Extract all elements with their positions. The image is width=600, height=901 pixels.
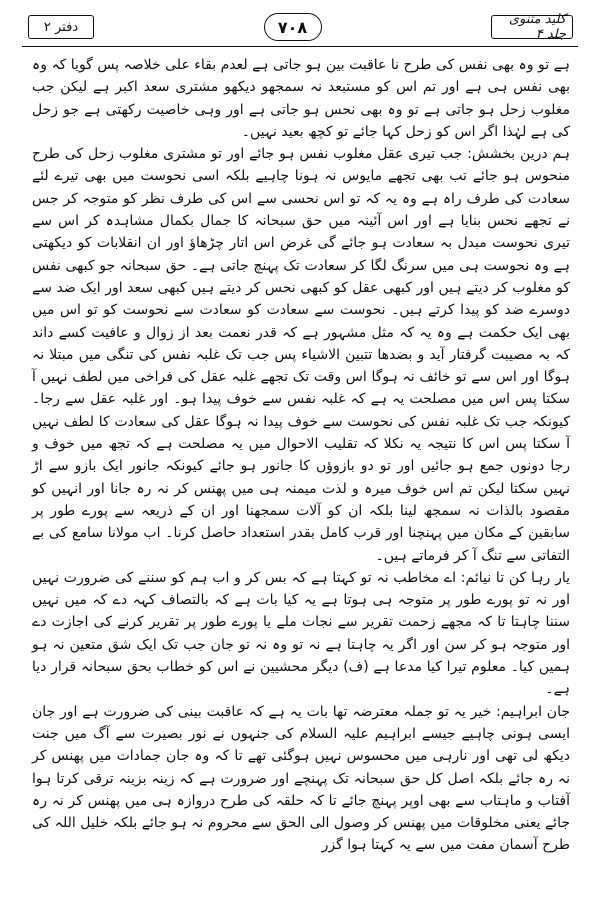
paragraph: ہم درین بخشش: جب تیری عقل مغلوب نفس ہو جائے اور تو مشتری مغلوب زحل کی طرح منحوس ہو جائے تب بھی تجھے مایوس نہ ہونا چاہیے بلکہ اسی نحوست میں بھی تیرے لئے سعادت کی طرف راہ ہے وہ یہ کہ تو اس نحسی سے اس کی طرف نظر کو متوجہ کر جس نے تجھے نحس بنایا ہے اور اس آئینہ میں حق سبحانہ کا جمال بکمال مشاہدہ کر اس سے تیری نحوست مبدل بہ سعادت ہو جائے گی غرض اس اتار چڑھاؤ اور ان انقلابات کو دیکھتی ہے وہ نحوست ہی میں سرنگ لگا کر سعادت تک پہنچ جاتی ہے۔ حق سبحانہ جو کبھی نفس کو مغلوب کر دیتے ہیں اور کبھی عقل کو کبھی نحس کر دیتے ہیں کبھی سعد اور ایک ضد سے دوسرے ضد کو پیدا کرتے ہیں۔ نحوست سے سعادت کو سعادت سے نحوست کو تو اس میں بھی ایک حکمت ہے وہ یہ کہ مثل مشہور ہے کہ قدر نعمت بعد از زوال و عافیت کسے داند کہ بہ مصیبت گرفتار آید و بضدھا تتبین الاشیاء پس جب تک غلبہ نفس کی تنگی میں مبتلا نہ ہوگا اور اس سے تو خائف نہ ہوگا اس وقت تک تجھے غلبہ عقل کی فراخی میں لطف نہیں آ سکتا پس اس میں مصلحت یہ ہے کہ غلبہ نفس سے خوف پیدا ہو۔ اور غلبہ عقل سے رجا۔ کیونکہ جب تک غلبہ نفس کی نحوست سے خوف پیدا نہ ہوگا عقل کی سعادت کا لطف نہیں آ سکتا پس اس کا نتیجہ یہ نکلا کہ تقلیب الاحوال میں یہ مصلحت ہے کہ تجھ میں خوف و رجا دونوں جمع ہو جائیں اور تو دو بازوؤں کا جانور ہو جائے کیونکہ جانور ایک بازو سے اڑ نہیں سکتا لیکن تم اس خوف میرہ و لذت میمنہ ہی میں پھنس کر نہ رہ جانا اور انہیں کو مقصود بالذات نہ سمجھ لینا بلکہ ان کو آلات سمجھنا اور ان کے ذریعہ سے پورے طور پر سابقین کے مکان میں پہنچنا اور قرب کامل بقدر استعداد حاصل کرنا۔ اب مولانا سامع کی بے التفاتی سے تنگ آ کر فرماتے ہیں۔ — [32, 146, 570, 564]
page-number: ۷۰۸ — [264, 13, 322, 41]
page-header — [28, 10, 573, 44]
paragraph: ہے تو وہ بھی نفس کی طرح نا عاقبت بین ہو جاتی ہے لعدم بقاء علی خلاصہ پس گویا کہ وہ بھی نفس ہی ہے اور تم اس کو مستبعد نہ سمجھو دیکھو مشتری سعد اکبر ہے لیکن جب مغلوب زحل ہو جاتی ہے تو وہ بھی نحس ہو جاتی ہے اور وہی خاصیت رکھتی ہے جو زحل کی ہے لہٰذا اگر اس کو زحل کہا جائے تو کچھ بعید نہیں۔ — [32, 57, 570, 140]
header-divider — [22, 46, 578, 47]
paragraph: جان ابراہیم: خیر یہ تو جملہ معترضہ تھا بات یہ ہے کہ عاقبت بینی کی ضرورت ہے اور جان ایسی ہونی چاہیے جیسے ابراہیم علیہ السلام کی جنہوں نے نور بصیرت سے آگ میں جنت دیکھ لی تھی اور نارہی میں محسوس نہیں ہوگئی تھے تا کہ وہ جان جمادات میں پھنس کر نہ رہ جائے بلکہ اصل کل حق سبحانہ تک پہنچے اور ضرورت ہے کہ زینہ بزینہ ترقی کرتا ہوا آفتاب و ماہتاب سے بھی اوپر پہنچ جائے تا کہ حلقہ کی طرح دروازہ ہی میں پھنس کر نہ رہ جائے یعنی مخلوقات میں پھنس کر وصول الی الحق سے محروم نہ ہو جائے بلکہ خلیل اللہ کی طرح آسمان مفت میں سے یہ کہتا ہوا گزر — [32, 703, 570, 854]
volume-label: دفتر ۲ — [28, 15, 94, 39]
paragraph: یار رہا کن تا نیائم: اے مخاطب نہ تو کہتا ہے کہ بس کر و اب ہم کو سننے کی ضرورت نہیں اور نہ تو پورے طور پر متوجہ ہی ہوتا ہے یہ کیا بات ہے کہ بالتصاف کہہ دے کہ میں نہیں سننا چاہتا تا کہ مجھے زحمت تقریر سے نجات ملے یا پورے طور پر تقریر کرنے کی اجازت دے اور متوجہ ہو کر سن اور اگر یہ چاہتا ہے نہ تو وہ نہ تو جان جب تک ایک شق متعین نہ ہو ہمیں کیا۔ معلوم تیرا کیا مدعا ہے (ف) دیگر محشیین نے اس کو خطاب بحق سبحانہ قرار دیا ہے۔ — [32, 569, 570, 698]
body-text — [32, 54, 570, 857]
book-title: کلید مثنوی جلد ۴ — [491, 15, 573, 39]
